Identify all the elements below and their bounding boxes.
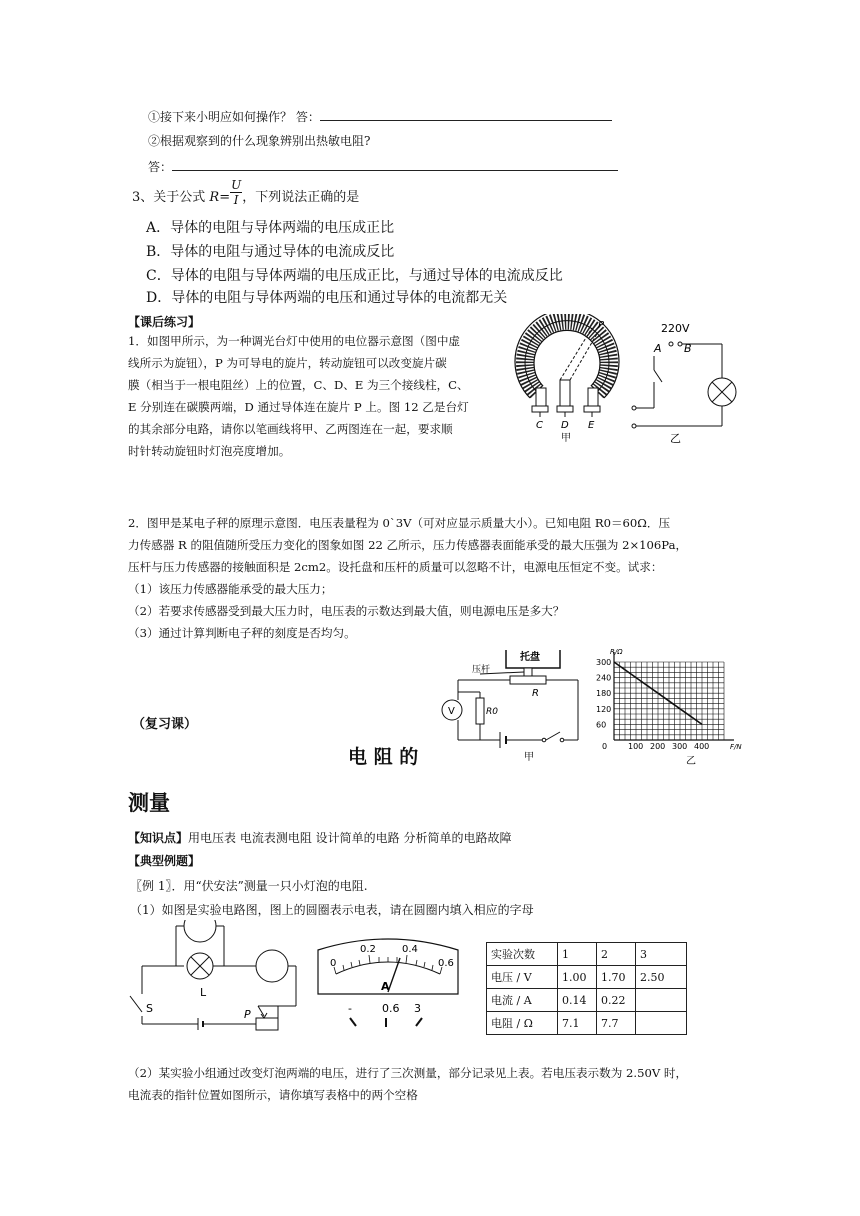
exercise-1-line: E 分别连在碳膜两端，D 通过导体连在旋片 P 上。图 12 乙是台灯 [128,400,469,414]
exercise-1-line: 1．如图甲所示，为一种调光台灯中使用的电位器示意图（图中虚 [128,334,461,348]
table-cell: 电阻 / Ω [487,1012,558,1035]
q3-prefix: 3、关于公式 [132,190,210,205]
table-cell: 电压 / V [487,966,558,989]
label-c: C [536,420,543,431]
label-jia: 甲 [524,752,534,763]
review-title-part2: 测量 [128,790,170,815]
answer-label: 答： [148,160,173,174]
label-b: B [684,342,692,355]
label-r0: R0 [486,707,498,717]
table-row [487,989,687,1012]
answer-blank [320,108,612,121]
section-heading-after-class: 【课后练习】 [128,315,201,329]
formula-lhs: R= [209,190,231,205]
example-1-part2-line: （2）某实验小组通过改变灯泡两端的电压，进行了三次测量，部分记录见上表。若电压表示数为 2.50V 时， [128,1066,688,1080]
formula-denominator: I [233,193,239,207]
scale-label-0-6: 0.6 [438,958,454,969]
answer-blank [172,158,618,171]
q3-option-b: B．导体的电阻与通过导体的电流成反比 [146,244,395,260]
label-a: A [654,342,662,355]
potentiometer-figure [512,314,622,444]
exercise-2-line: 压杆与压力传感器的接触面积是 2cm2。设托盘和压杆的质量可以忽略不计，电源电压恒定不变。试求： [128,560,663,574]
table-cell: 7.7 [597,1012,636,1035]
knowledge-text: 用电压表 电流表测电阻 设计简单的电路 分析简单的电路故障 [188,831,512,845]
label-r: R [532,688,539,699]
table-cell [636,989,687,1012]
q3-option-a: A．导体的电阻与导体两端的电压成正比 [146,220,395,236]
exercise-1-line: 的其余部分电路，请你以笔画线将甲、乙两图连在一起，要求顺 [128,422,453,436]
x-tick-label: 0 [602,742,608,751]
table-cell: 电流 / A [487,989,558,1012]
label-yi: 乙 [670,432,681,444]
table-cell: 1.70 [597,966,636,989]
exercise-1-line: 膜（相当于一根电阻丝）上的位置，C、D、E 为三个接线柱，C、 [128,378,469,392]
x-tick-label: 100 [628,742,644,751]
question-line-2: ②根据观察到的什么现象辨别出热敏电阻? [148,134,371,148]
label-p: P [244,1008,251,1021]
example-heading: 【典型例题】 [128,854,201,868]
lamp-measure-circuit [126,920,306,1044]
exercise-2-line: 力传感器 R 的阻值随所受压力变化的图象如图 22 乙所示，压力传感器表面能承受的最大压强为 2×106Pa， [128,538,688,552]
scale-label-0-4: 0.4 [402,944,418,955]
exercise-2-text [128,512,687,644]
y-tick-label: 60 [596,720,607,730]
question-line-1 [148,108,612,125]
ammeter-figure [314,934,462,1030]
label-v: V [448,706,455,717]
label-yi: 乙 [686,756,696,767]
x-tick-label: 200 [650,742,666,751]
question-text: ①接下来小明应如何操作？ 答： [148,110,320,124]
q3-option-c: C．导体的电阻与导体两端的电压成正比，与通过导体的电流成反比 [146,268,563,284]
q3-suffix: ，下列说法正确的是 [242,190,360,205]
scale-circuit-figure [440,646,590,768]
label-e: E [588,420,595,431]
y-tick-label: 240 [596,673,612,683]
table-cell: 3 [636,943,687,966]
label-rod: 压杆 [472,665,491,675]
y-tick-label: 300 [596,658,612,667]
lamp-circuit-figure [624,318,744,444]
resistance-force-chart [592,646,764,768]
exercise-2-line: 2．图甲是某电子秤的原理示意图．电压表量程为 0`3V（可对应显示质量大小）。已知电阻 R0＝60Ω．压 [128,516,671,530]
label-p: P [598,320,605,331]
exercise-1-line: 时针转动旋钮时灯泡亮度增加。 [128,444,291,458]
label-d: D [561,420,569,431]
example-1-part2 [128,1062,687,1106]
measurement-table [486,942,687,1035]
table-cell: 0.14 [558,989,597,1012]
terminal-0-6: 0.6 [382,1002,400,1015]
y-tick-label: 180 [596,689,612,699]
formula-numerator: U [231,178,242,192]
knowledge-heading: 【知识点】 [128,831,189,845]
table-cell: 2 [597,943,636,966]
table-cell [636,1012,687,1035]
label-l: L [200,986,207,999]
label-tray: 托盘 [520,652,540,663]
formula-fraction [230,178,242,207]
terminal-3: 3 [414,1002,421,1015]
label-220v: 220V [661,322,690,335]
table-cell: 2.50 [636,966,687,989]
y-axis-label: R/Ω [610,648,623,656]
label-s: S [146,1002,153,1015]
table-row [487,966,687,989]
scale-label-0: 0 [330,958,337,969]
example-1-part1: （1）如图是实验电路图，图上的圆圈表示电表，请在圆圈内填入相应的字母 [130,903,534,917]
q3-stem [132,178,359,212]
knowledge-points [128,830,511,846]
question-line-3 [148,158,618,175]
exercise-2-line: （3）通过计算判断电子秤的刻度是否均匀。 [128,626,356,640]
example-1-part2-line: 电流表的指针位置如图所示，请你填写表格中的两个空格 [128,1088,418,1102]
table-row [487,1012,687,1035]
meter-circle [184,920,216,942]
scale-label-0-2: 0.2 [360,944,376,955]
table-cell: 1.00 [558,966,597,989]
x-axis-label: F/N [730,743,742,751]
exercise-2-line: （2）若要求传感器受到最大压力时，电压表的示数达到最大值，则电源电压是多大？ [128,604,565,618]
x-tick-label: 300 [672,742,688,751]
table-row [487,943,687,966]
meter-unit: A [381,980,390,993]
y-tick-label: 120 [596,704,612,714]
terminal-minus: - [348,1002,352,1015]
exercise-1-line: 线所示为旋钮），P 为可导电的旋片，转动旋钮可以改变旋片碳 [128,356,447,370]
label-jia: 甲 [561,433,571,444]
x-tick-label: 400 [694,742,710,751]
exercise-1-text [128,330,469,462]
exercise-2-line: （1）该压力传感器能承受的最大压力； [128,582,333,596]
review-title-part1: 电 阻 的 [348,746,419,768]
table-cell: 1 [558,943,597,966]
example-1-stem: 〖例 1〗．用“伏安法”测量一只小灯泡的电阻. [130,879,368,893]
meter-circle [256,950,288,982]
review-label: （复习课） [132,717,198,732]
table-cell: 实验次数 [487,943,558,966]
table-cell: 0.22 [597,989,636,1012]
table-cell: 7.1 [558,1012,597,1035]
q3-option-d: D．导体的电阻与导体两端的电压和通过导体的电流都无关 [146,290,508,306]
